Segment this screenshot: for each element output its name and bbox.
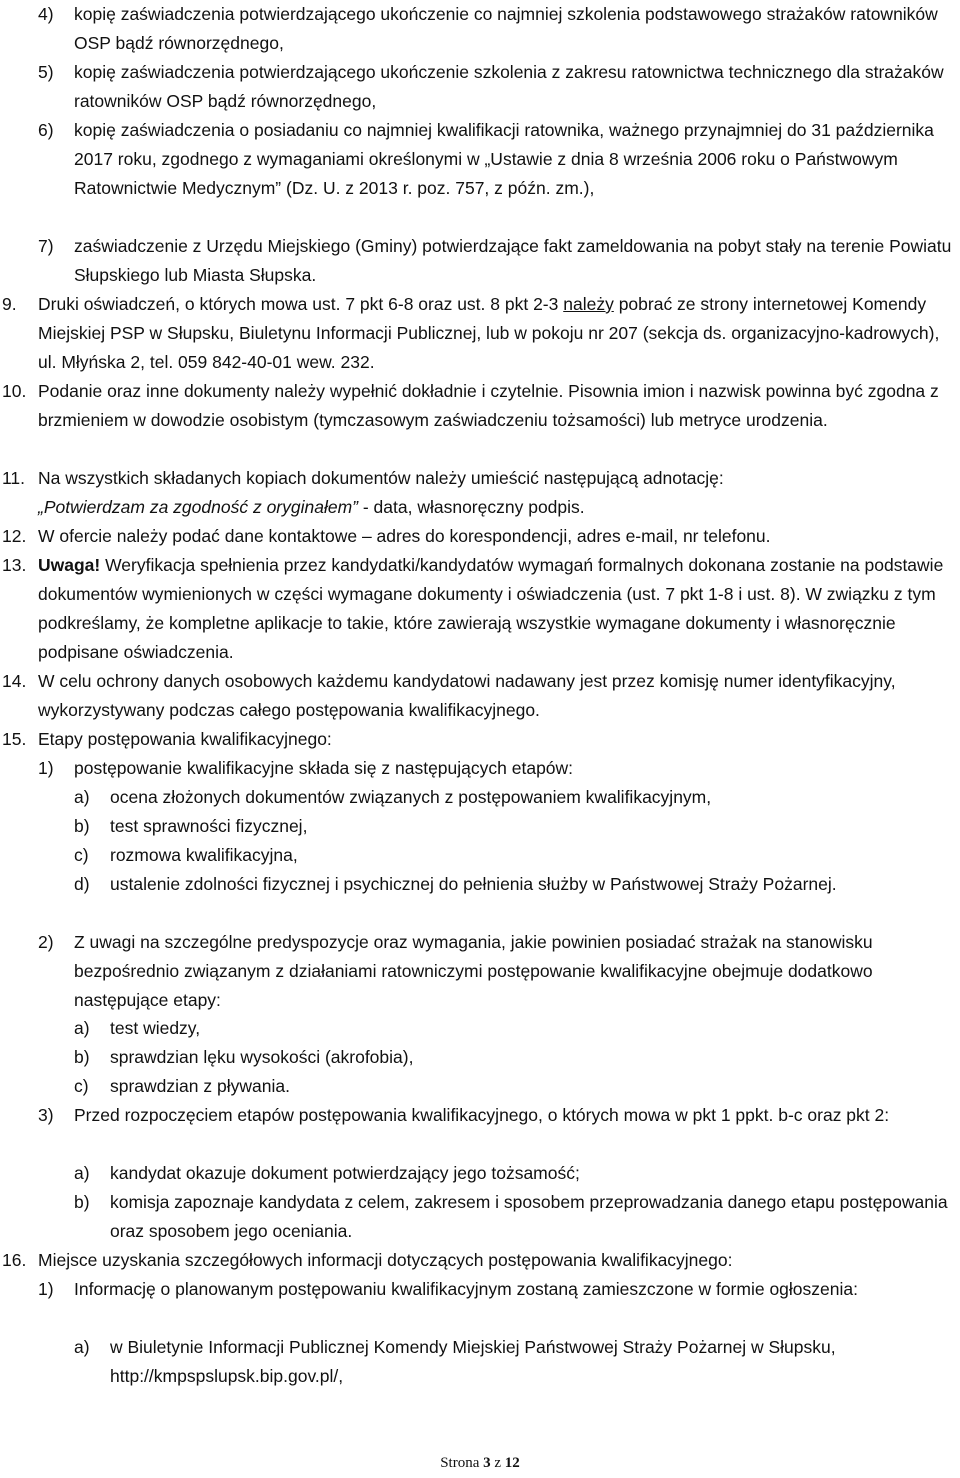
item-number: 7) xyxy=(38,236,54,256)
section-text: Druki oświadczeń, o których mowa ust. 7 pkt 6-8 oraz ust. 8 pkt 2-3 należy pobrać ze strony internetowej Komendy Miejskiej PSP w Słupsku, Biuletynu Informacji Publicznej, lub w pokoju nr 207 (sekcja ds. organizacyjno-kadrowych), ul. Młyńska 2, tel. 059 842-40-01 wew. 232. xyxy=(38,294,940,372)
sub-item: c) rozmowa kwalifikacyjna, xyxy=(74,845,298,865)
list-item xyxy=(38,754,958,783)
list-item xyxy=(38,116,958,203)
sub-item: b) sprawdzian lęku wysokości (akrofobia), xyxy=(74,1047,414,1067)
sub-item: b) test sprawności fizycznej, xyxy=(74,816,308,836)
section-number: 11. xyxy=(2,468,26,488)
section-11 xyxy=(2,464,958,522)
list-item xyxy=(38,0,958,58)
item-text: Przed rozpoczęciem etapów postępowania kwalifikacyjnego, o których mowa w pkt 1 ppkt. b-c oraz pkt 2: xyxy=(74,1105,890,1125)
sub-item: a) ocena złożonych dokumentów związanych z postępowaniem kwalifikacyjnym, xyxy=(74,787,712,807)
list-item xyxy=(38,232,958,290)
sub-item: a) test wiedzy, xyxy=(74,1018,201,1038)
item-text: kopię zaświadczenia o posiadaniu co najmniej kwalifikacji ratownika, ważnego przynajmniej do 31 października 2017 roku, zgodnego z wymaganiami określonymi w „Ustawie z dnia 8 września 2006 roku o Państwowym Ratownictwie Medycznym” (Dz. U. z 2013 r. poz. 757, z późn. zm.), xyxy=(74,120,934,198)
section-text: W celu ochrony danych osobowych każdemu kandydatowi nadawany jest przez komisję numer identyfikacyjny, wykorzystywany podczas całego postępowania kwalifikacyjnego. xyxy=(38,671,896,720)
page-of: z xyxy=(494,1455,502,1471)
item-number: 1) xyxy=(38,758,54,778)
section-number: 12. xyxy=(2,526,27,546)
item-number: 2) xyxy=(38,932,54,952)
sub-item: c) sprawdzian z pływania. xyxy=(74,1076,290,1096)
section-13 xyxy=(2,551,958,667)
item-text: kopię zaświadczenia potwierdzającego ukończenie co najmniej szkolenia podstawowego strażaków ratowników OSP bądź równorzędnego, xyxy=(74,4,938,53)
sub-item: b) komisja zapoznaje kandydata z celem, zakresem i sposobem przeprowadzania danego etapu postępowania oraz sposobem jego oceniania. xyxy=(74,1192,948,1241)
section-text: Uwaga! Weryfikacja spełnienia przez kandydatki/kandydatów wymagań formalnych dokonana zostanie na podstawie dokumentów wymienionych w części wymagane dokumenty i oświadczenia (ust. 7 pkt 1-8 i ust. 8). W związku z tym podkreślamy, że kompletne aplikacje to takie, które zawierają wszystkie wymagane dokumenty i własnoręcznie podpisane oświadczenia. xyxy=(38,555,944,662)
item-text: Informację o planowanym postępowaniu kwalifikacyjnym zostaną zamieszczone w formie ogłoszenia: xyxy=(74,1279,858,1299)
section-12 xyxy=(2,522,958,551)
item-text: postępowanie kwalifikacyjne składa się z następujących etapów: xyxy=(74,758,574,778)
warning-label: Uwaga! xyxy=(38,555,101,575)
section-16 xyxy=(2,1246,958,1275)
list-item xyxy=(38,1101,958,1130)
list-item xyxy=(38,58,958,116)
list-item xyxy=(38,928,958,1015)
item-number: 3) xyxy=(38,1105,54,1125)
section-number: 14. xyxy=(2,671,27,691)
section-14 xyxy=(2,667,958,725)
section-number: 9. xyxy=(2,294,17,314)
current-page: 3 xyxy=(483,1455,491,1471)
section-text: Podanie oraz inne dokumenty należy wypełnić dokładnie i czytelnie. Pisownia imion i nazwisk powinna być zgodna z brzmieniem w dowodzie osobistym (tymczasowym zaświadczeniu tożsamości) lub metryce urodzenia. xyxy=(38,381,939,430)
item-text: zaświadczenie z Urzędu Miejskiego (Gminy) potwierdzające fakt zameldowania na pobyt stały na terenie Powiatu Słupskiego lub Miasta Słupska. xyxy=(74,236,952,285)
sub-item: a) w Biuletynie Informacji Publicznej Komendy Miejskiej Państwowej Straży Pożarnej w Słupsku, http://kmpspslupsk.bip.gov.pl/, xyxy=(74,1337,836,1386)
item-text: kopię zaświadczenia potwierdzającego ukończenie szkolenia z zakresu ratownictwa technicznego dla strażaków ratowników OSP bądź równorzędnego, xyxy=(74,62,944,111)
item-number: 5) xyxy=(38,62,54,82)
total-pages: 12 xyxy=(504,1455,520,1471)
section-number: 13. xyxy=(2,555,27,575)
sub-item: d) ustalenie zdolności fizycznej i psychicznej do pełnienia służby w Państwowej Straży Pożarnej. xyxy=(74,874,837,894)
sub-item: a) kandydat okazuje dokument potwierdzający jego tożsamość; xyxy=(74,1163,580,1183)
section-text: W ofercie należy podać dane kontaktowe – adres do korespondencji, adres e-mail, nr telefonu. xyxy=(38,526,771,546)
item-number: 6) xyxy=(38,120,54,140)
underlined-word: należy xyxy=(563,294,614,314)
section-text: Miejsce uzyskania szczegółowych informacji dotyczących postępowania kwalifikacyjnego: xyxy=(38,1250,733,1270)
page-footer xyxy=(0,1455,960,1472)
item-number: 4) xyxy=(38,4,54,24)
list-item xyxy=(38,1275,958,1304)
item-text: Z uwagi na szczególne predyspozycje oraz wymagania, jakie powinien posiadać strażak na stanowisku bezpośrednio związanym z działaniami ratowniczymi postępowanie kwalifikacyjne obejmuje dodatkowo następujące etapy: xyxy=(74,932,873,1010)
page-label: Strona xyxy=(440,1455,480,1471)
section-text: Etapy postępowania kwalifikacyjnego: xyxy=(38,729,332,749)
section-number: 15. xyxy=(2,729,27,749)
section-number: 16. xyxy=(2,1250,27,1270)
section-15 xyxy=(2,725,958,754)
section-number: 10. xyxy=(2,381,27,401)
section-text: Na wszystkich składanych kopiach dokumentów należy umieścić następującą adnotację: „Potwierdzam za zgodność z oryginałem” - data, własnoręczny podpis. xyxy=(38,468,724,517)
certification-note: „Potwierdzam za zgodność z oryginałem” xyxy=(38,497,358,517)
section-9 xyxy=(2,290,958,377)
section-10 xyxy=(2,377,958,435)
item-number: 1) xyxy=(38,1279,54,1299)
